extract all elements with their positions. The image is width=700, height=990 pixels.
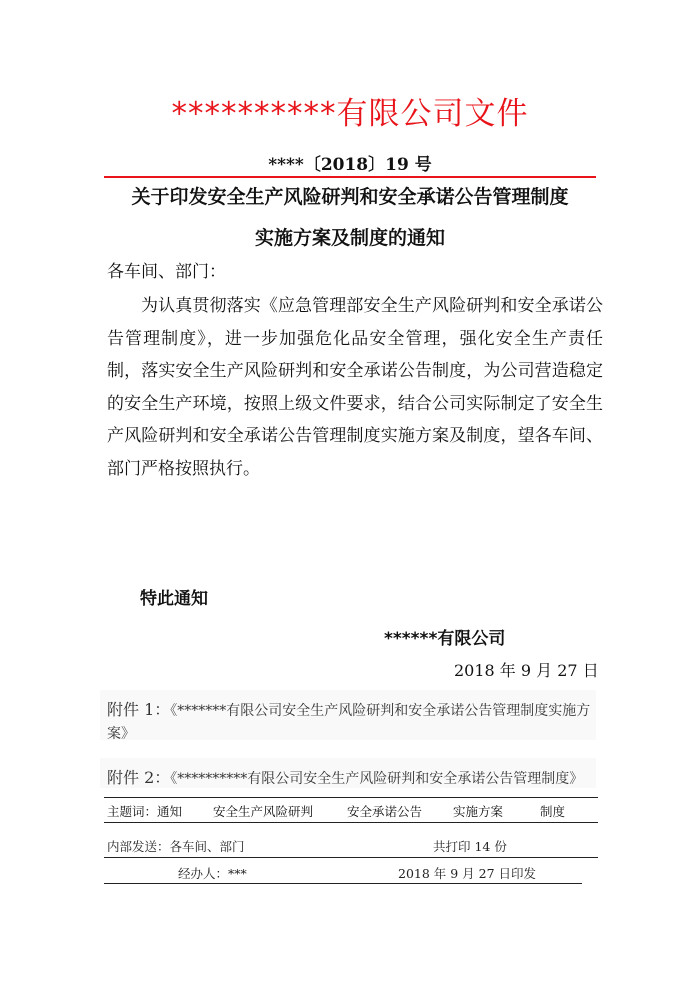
footer-rule-bottom <box>104 883 582 884</box>
body-paragraph: 为认真贯彻落实《应急管理部安全生产风险研判和安全承诺公告管理制度》，进一步加强危化品安全管理，强化安全生产责任制，落实安全生产风险研判和安全承诺公告制度，为公司营造稳定的安全生产环境，按照上级文件要求，结合公司实际制定了安全生产风险研判和安全承诺公告管理制度实施方案及制度，望各车间、部门严格按照执行。 <box>107 296 603 479</box>
footer-rule-top <box>104 797 598 798</box>
signature-company: ******有限公司 <box>384 629 506 649</box>
distribution-label: 内部发送： <box>107 839 170 854</box>
footer-rule-keywords <box>104 822 598 823</box>
document-number: ****〔2018〕19 号 <box>268 155 432 175</box>
attachment-1-title: 《*******有限公司安全生产风险研判和安全承诺公告管理制度实施方 <box>170 703 591 719</box>
keyword: 制度 <box>540 804 566 819</box>
subject-line-1: 关于印发安全生产风险研判和安全承诺公告管理制度 <box>131 186 569 208</box>
print-copies: 共打印 14 份 <box>433 839 507 854</box>
keyword: 安全生产风险研判 <box>213 804 314 819</box>
attachment-1-line-2: 案》 <box>107 726 135 742</box>
attachment-1-label: 附件 1： <box>107 700 171 719</box>
attachment-2-title: 《**********有限公司安全生产风险研判和安全承诺公告管理制度》 <box>170 771 584 787</box>
handler-row <box>178 864 247 882</box>
footer-rule-distribution <box>104 857 598 858</box>
attachment-2-line[interactable] <box>107 765 583 788</box>
attachment-1-line-1[interactable] <box>107 697 590 720</box>
keyword: 通知 <box>157 804 183 819</box>
document-header-title: **********有限公司文件 <box>171 96 529 132</box>
salutation: 各车间、部门： <box>107 262 226 282</box>
handler-label: 经办人： <box>178 866 229 881</box>
handler-value: *** <box>228 866 247 881</box>
distribution-row <box>107 837 245 855</box>
keywords-row <box>107 802 182 820</box>
attachment-2-label: 附件 2： <box>107 768 171 787</box>
distribution-value: 各车间、部门 <box>169 839 245 854</box>
issue-date: 2018 年 9 月 27 日印发 <box>398 866 537 881</box>
keyword: 实施方案 <box>453 804 504 819</box>
signature-date: 2018 年 9 月 27 日 <box>454 661 599 680</box>
keywords-label: 主题词： <box>107 804 158 819</box>
header-red-divider <box>104 176 596 178</box>
subject-line-2: 实施方案及制度的通知 <box>254 227 445 249</box>
keyword: 安全承诺公告 <box>347 804 423 819</box>
closing-remark: 特此通知 <box>140 589 208 609</box>
